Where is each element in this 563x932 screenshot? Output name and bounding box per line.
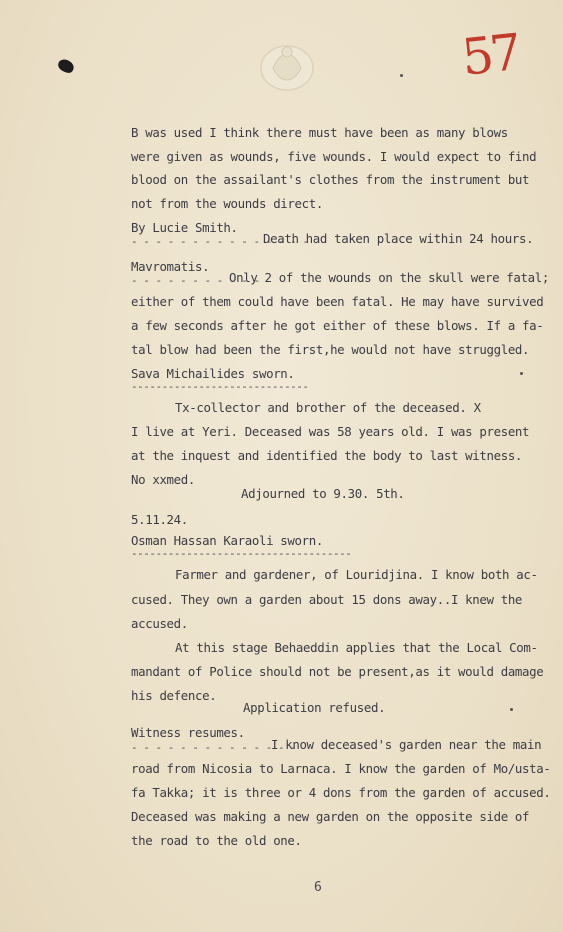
paper-speck [520,372,523,375]
underline-rule: - - - - - - - - - - - [131,274,260,287]
text-line: fa Takka; it is three or 4 dons from the garden of accused. [131,785,551,800]
underline-rule: - - - - - - - - - - - - - - [131,741,297,754]
text-line: Tx-collector and brother of the deceased. X [175,400,481,415]
text-line: Farmer and gardener, of Louridjina. I know both ac- [175,567,538,582]
text-line: cused. They own a garden about 15 dons away..I knew the [131,592,523,607]
text-line: road from Nicosia to Larnaca. I know the garden of Mo/usta- [131,761,551,776]
paper-speck [510,708,513,711]
text-line: I live at Yeri. Deceased was 58 years old. I was present [131,424,530,439]
text-line: No xxmed. [131,472,195,487]
folio-number: 57 [459,23,521,87]
text-line: his defence. [131,688,217,703]
speaker-label: Witness resumes. [131,725,245,740]
embossed-seal-icon [255,38,319,96]
text-line: accused. [131,616,188,631]
witness-heading: Sava Michailides sworn. [131,366,295,381]
underline-rule: ----------------------------- [131,380,309,393]
ink-blot [56,58,75,75]
text-line: Deceased was making a new garden on the opposite side of [131,809,530,824]
text-line: the road to the old one. [131,833,302,848]
ruling-note: Application refused. [243,700,386,715]
speaker-label: Mavromatis. [131,259,210,274]
text-line: were given as wounds, five wounds. I would expect to find [131,149,537,164]
speaker-label: By Lucie Smith. [131,220,238,235]
text-line: mandant of Police should not be present,as it would damage [131,664,544,679]
text-line: Death had taken place within 24 hours. [263,231,534,246]
witness-heading: Osman Hassan Karaoli sworn. [131,533,323,548]
paper-speck [400,74,403,77]
text-line: not from the wounds direct. [131,196,323,211]
text-line: tal blow had been the first,he would not have struggled. [131,342,530,357]
text-line: I know deceased's garden near the main [271,737,542,752]
text-line: either of them could have been fatal. He may have survived [131,294,544,309]
text-line: blood on the assailant's clothes from the instrument but [131,172,530,187]
underline-rule: ------------------------------------ [131,547,352,560]
date-line: 5.11.24. [131,512,188,527]
text-line: a few seconds after he got either of these blows. If a fa- [131,318,544,333]
text-line: Only 2 of the wounds on the skull were fatal; [229,270,549,285]
text-line: At this stage Behaeddin applies that the Local Com- [175,640,538,655]
text-line: at the inquest and identified the body to last witness. [131,448,523,463]
text-line: B was used I think there must have been as many blows [131,125,508,140]
underline-rule: - - - - - - - - - - - - - - - [131,235,309,248]
page-number: 6 [314,880,322,895]
adjournment-note: Adjourned to 9.30. 5th. [241,486,405,501]
